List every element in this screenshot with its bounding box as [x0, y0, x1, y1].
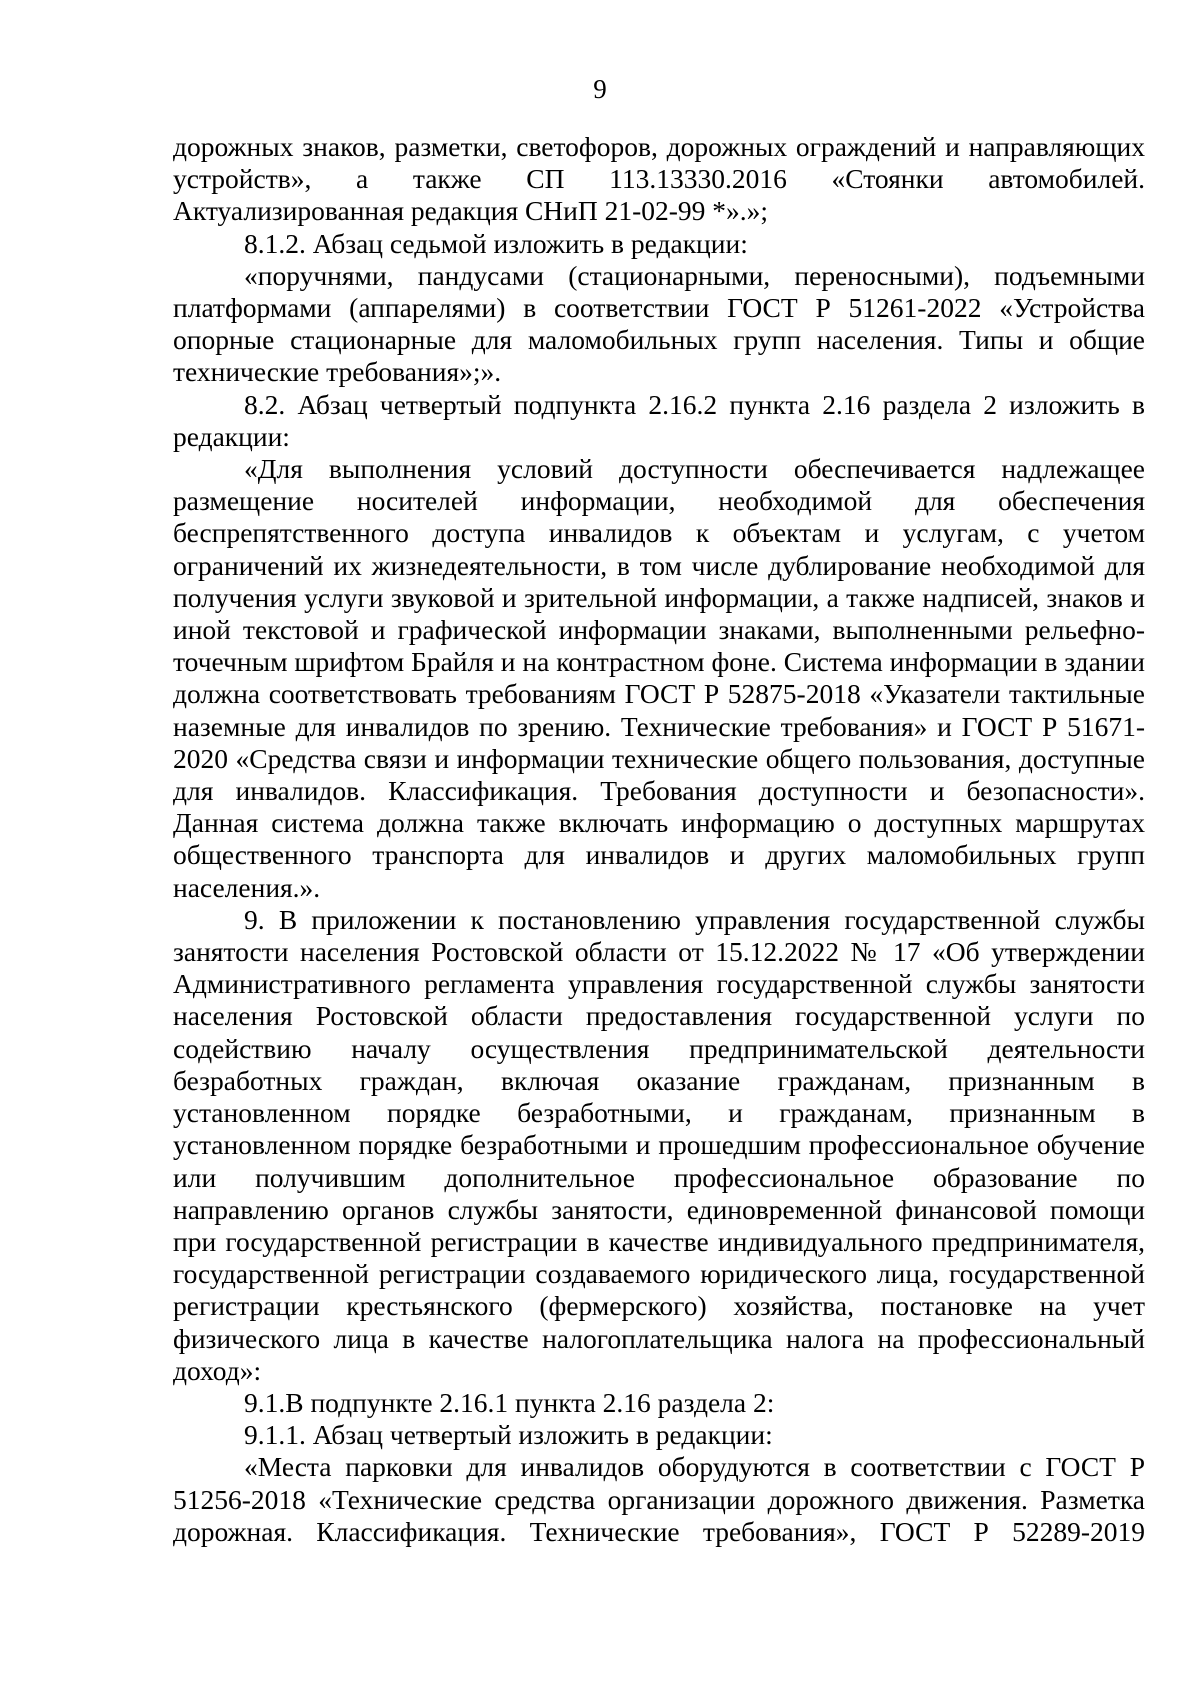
paragraph-9-1: 9.1.В подпункте 2.16.1 пункта 2.16 раздела 2: — [244, 1386, 775, 1418]
document-body — [173, 131, 1145, 1548]
paragraph-9-1-1: 9.1.1. Абзац четвертый изложить в редакции: — [244, 1419, 773, 1451]
paragraph-9: 9. В приложении к постановлению управления государственной службы занятости населения Ростовской области от 15.12.2022 № 17 «Об утверждении Административного регламента управления государственной службы занятости населения Ростовской области предоставления государственной услуги по содействию началу осуществления предпринимательской деятельности безработных граждан, включая оказание гражданам, признанным в установленном порядке безработными, и гражданам, признанным в установленном порядке безработными и прошедшим профессиональное обучение или получившим дополнительное профессиональное образование по направлению органов службы занятости, единовременной финансовой помощи при государственной регистрации в качестве индивидуального предпринимателя, государственной регистрации создаваемого юридического лица, государственной регистрации крестьянского (фермерского) хозяйства, постановке на учет физического лица в качестве налогоплательщика налога на профессиональный доход»: — [173, 903, 1145, 1386]
page-number: 9 — [593, 74, 607, 104]
paragraph-9-1-1-text: «Места парковки для инвалидов оборудуются в соответствии с ГОСТ Р 51256-2018 «Технические средства организации дорожного движения. Разметка дорожная. Классификация. Технические требования», ГОСТ Р 52289-2019 — [173, 1451, 1145, 1547]
paragraph-8-1-2-text: «поручнями, пандусами (стационарными, переносными), подъемными платформами (аппарелями) в соответствии ГОСТ Р 51261-2022 «Устройства опорные стационарные для маломобильных групп населения. Типы и общие технические требования»;». — [173, 259, 1145, 388]
paragraph-continuation: дорожных знаков, разметки, светофоров, дорожных ограждений и направляющих устройств», а также СП 113.13330.2016 «Стоянки автомобилей. Актуализированная редакция СНиП 21-02-99 *».»; — [173, 131, 1145, 227]
paragraph-8-2: 8.2. Абзац четвертый подпункта 2.16.2 пункта 2.16 раздела 2 изложить в редакции: — [173, 388, 1145, 452]
paragraph-8-1-2: 8.1.2. Абзац седьмой изложить в редакции: — [244, 227, 748, 259]
paragraph-8-2-text: «Для выполнения условий доступности обеспечивается надлежащее размещение носителей информации, необходимой для обеспечения беспрепятственного доступа инвалидов к объектам и услугам, с учетом ограничений их жизнедеятельности, в том числе дублирование необходимой для получения услуги звуковой и зрительной информации, а также надписей, знаков и иной текстовой и графической информации знаками, выполненными рельефно-точечным шрифтом Брайля и на контрастном фоне. Система информации в здании должна соответствовать требованиям ГОСТ Р 52875-2018 «Указатели тактильные наземные для инвалидов по зрению. Технические требования» и ГОСТ Р 51671-2020 «Средства связи и информации технические общего пользования, доступные для инвалидов. Классификация. Требования доступности и безопасности». Данная система должна также включать информацию о доступных маршрутах общественного транспорта для инвалидов и других маломобильных групп населения.». — [173, 453, 1145, 903]
